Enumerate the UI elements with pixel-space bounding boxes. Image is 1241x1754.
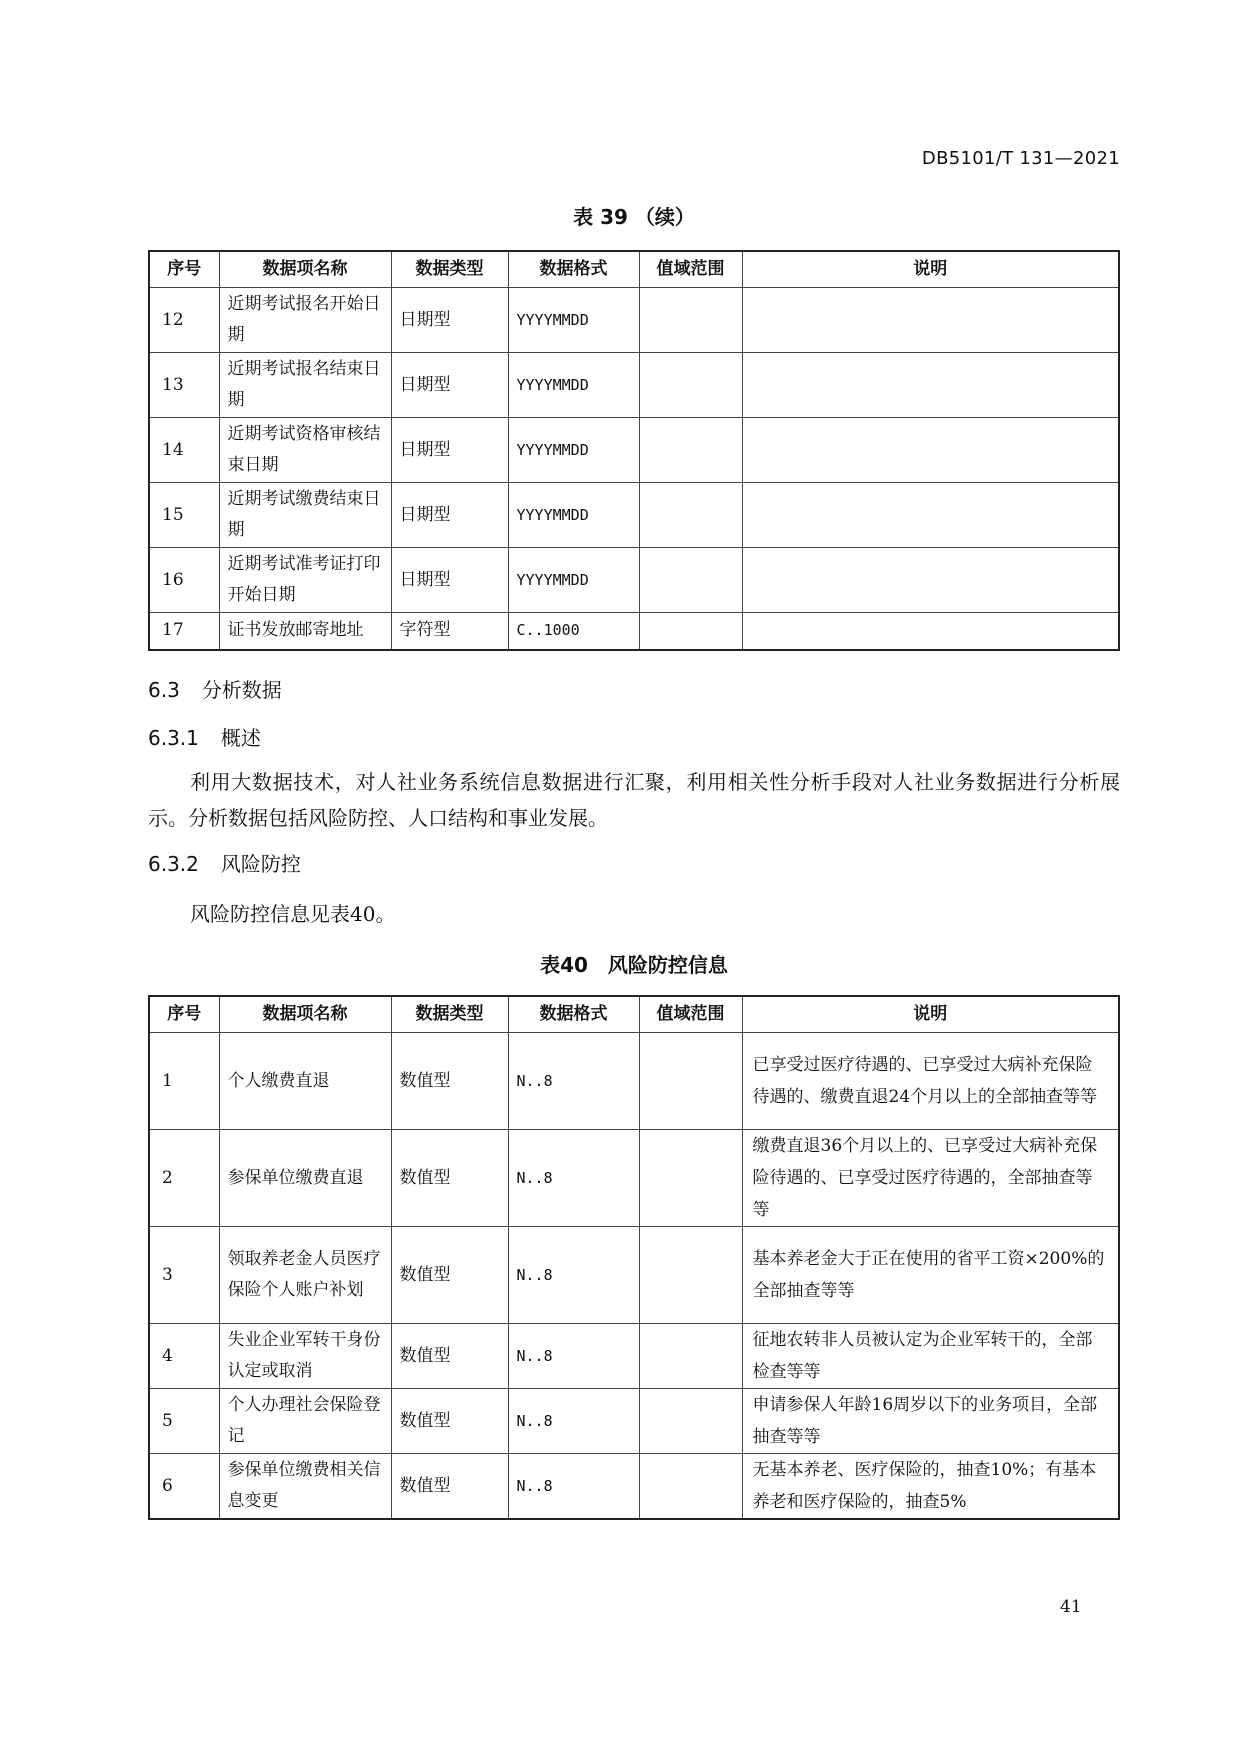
section-title: 概述 <box>220 726 261 750</box>
col-header-value-range: 值域范围 <box>639 996 742 1033</box>
cell-value-range <box>639 418 742 483</box>
cell-value-range <box>639 1454 742 1520</box>
cell-item-name: 个人办理社会保险登记 <box>219 1389 391 1454</box>
overview-paragraph: 利用大数据技术，对人社业务系统信息数据进行汇聚，利用相关性分析手段对人社业务数据进行分析展示。分析数据包括风险防控、人口结构和事业发展。 <box>148 770 1120 830</box>
cell-data-format: N..8 <box>508 1454 639 1520</box>
cell-item-name: 近期考试准考证打印开始日期 <box>219 548 391 613</box>
cell-description <box>742 353 1119 418</box>
cell-index: 1 <box>149 1033 219 1130</box>
cell-value-range <box>639 288 742 353</box>
cell-data-type: 日期型 <box>391 483 508 548</box>
cell-data-type: 数值型 <box>391 1324 508 1389</box>
cell-data-type: 日期型 <box>391 353 508 418</box>
cell-value-range <box>639 1130 742 1227</box>
col-header-description: 说明 <box>742 251 1119 288</box>
cell-data-format: C..1000 <box>508 613 639 650</box>
cell-item-name: 领取养老金人员医疗保险个人账户补划 <box>219 1227 391 1324</box>
table-row <box>149 288 1119 353</box>
cell-data-type: 日期型 <box>391 548 508 613</box>
cell-item-name: 近期考试资格审核结束日期 <box>219 418 391 483</box>
cell-index: 2 <box>149 1130 219 1227</box>
col-header-data-type: 数据类型 <box>391 251 508 288</box>
cell-index: 16 <box>149 548 219 613</box>
cell-data-type: 日期型 <box>391 288 508 353</box>
cell-item-name: 近期考试报名结束日期 <box>219 353 391 418</box>
table-39 <box>148 250 1120 651</box>
cell-index: 13 <box>149 353 219 418</box>
cell-value-range <box>639 483 742 548</box>
cell-data-type: 数值型 <box>391 1033 508 1130</box>
risk-control-paragraph: 风险防控信息见表40。 <box>190 902 396 926</box>
table-row <box>149 483 1119 548</box>
cell-value-range <box>639 613 742 650</box>
cell-description: 征地农转非人员被认定为企业军转干的，全部检查等等 <box>742 1324 1119 1389</box>
cell-item-name: 参保单位缴费直退 <box>219 1130 391 1227</box>
col-header-data-format: 数据格式 <box>508 996 639 1033</box>
cell-description: 已享受过医疗待遇的、已享受过大病补充保险待遇的、缴费直退24个月以上的全部抽查等等 <box>742 1033 1119 1130</box>
table-row <box>149 353 1119 418</box>
cell-index: 14 <box>149 418 219 483</box>
cell-item-name: 近期考试报名开始日期 <box>219 288 391 353</box>
cell-value-range <box>639 353 742 418</box>
cell-index: 3 <box>149 1227 219 1324</box>
table-row <box>149 418 1119 483</box>
cell-description <box>742 613 1119 650</box>
col-header-data-format: 数据格式 <box>508 251 639 288</box>
cell-item-name: 个人缴费直退 <box>219 1033 391 1130</box>
col-header-item-name: 数据项名称 <box>219 996 391 1033</box>
cell-description <box>742 418 1119 483</box>
cell-item-name: 证书发放邮寄地址 <box>219 613 391 650</box>
table-header-row <box>149 996 1119 1033</box>
table-row <box>149 613 1119 650</box>
cell-item-name: 近期考试缴费结束日期 <box>219 483 391 548</box>
cell-data-type: 数值型 <box>391 1389 508 1454</box>
cell-description: 缴费直退36个月以上的、已享受过大病补充保险待遇的、已享受过医疗待遇的，全部抽查等等 <box>742 1130 1119 1227</box>
cell-data-format: YYYYMMDD <box>508 548 639 613</box>
cell-data-type: 数值型 <box>391 1227 508 1324</box>
cell-description <box>742 288 1119 353</box>
section-title: 分析数据 <box>201 678 282 702</box>
col-header-data-type: 数据类型 <box>391 996 508 1033</box>
table-39-caption: 表 39 （续） <box>573 205 695 229</box>
cell-description <box>742 483 1119 548</box>
cell-data-format: YYYYMMDD <box>508 288 639 353</box>
section-title: 风险防控 <box>220 852 301 876</box>
table-row <box>149 548 1119 613</box>
cell-value-range <box>639 548 742 613</box>
cell-data-format: N..8 <box>508 1130 639 1227</box>
col-header-description: 说明 <box>742 996 1119 1033</box>
col-header-value-range: 值域范围 <box>639 251 742 288</box>
cell-description: 无基本养老、医疗保险的，抽查10%；有基本养老和医疗保险的，抽查5% <box>742 1454 1119 1520</box>
col-header-index: 序号 <box>149 996 219 1033</box>
cell-item-name: 参保单位缴费相关信息变更 <box>219 1454 391 1520</box>
cell-index: 17 <box>149 613 219 650</box>
section-number: 6.3.1 <box>148 726 199 750</box>
table-row <box>149 1033 1119 1130</box>
document-id: DB5101/T 131—2021 <box>921 148 1120 169</box>
cell-description: 申请参保人年龄16周岁以下的业务项目，全部抽查等等 <box>742 1389 1119 1454</box>
cell-data-format: YYYYMMDD <box>508 483 639 548</box>
table-header-row <box>149 251 1119 288</box>
cell-description <box>742 548 1119 613</box>
cell-description: 基本养老金大于正在使用的省平工资×200%的全部抽查等等 <box>742 1227 1119 1324</box>
cell-data-format: N..8 <box>508 1389 639 1454</box>
col-header-index: 序号 <box>149 251 219 288</box>
cell-index: 12 <box>149 288 219 353</box>
cell-index: 5 <box>149 1389 219 1454</box>
section-number: 6.3 <box>148 678 180 702</box>
cell-data-format: YYYYMMDD <box>508 353 639 418</box>
section-number: 6.3.2 <box>148 852 199 876</box>
col-header-item-name: 数据项名称 <box>219 251 391 288</box>
table-row <box>149 1454 1119 1520</box>
cell-index: 4 <box>149 1324 219 1389</box>
cell-value-range <box>639 1324 742 1389</box>
cell-index: 15 <box>149 483 219 548</box>
cell-data-type: 字符型 <box>391 613 508 650</box>
cell-data-type: 数值型 <box>391 1130 508 1227</box>
table-row <box>149 1130 1119 1227</box>
cell-data-type: 数值型 <box>391 1454 508 1520</box>
section-heading-6-3 <box>148 674 282 703</box>
table-row <box>149 1389 1119 1454</box>
section-heading-6-3-2 <box>148 848 301 877</box>
table-row <box>149 1324 1119 1389</box>
cell-item-name: 失业企业军转干身份认定或取消 <box>219 1324 391 1389</box>
cell-value-range <box>639 1389 742 1454</box>
cell-data-format: YYYYMMDD <box>508 418 639 483</box>
cell-data-format: N..8 <box>508 1324 639 1389</box>
table-40 <box>148 995 1120 1520</box>
cell-data-format: N..8 <box>508 1033 639 1130</box>
table-40-caption: 表40 风险防控信息 <box>540 953 728 977</box>
cell-data-type: 日期型 <box>391 418 508 483</box>
cell-data-format: N..8 <box>508 1227 639 1324</box>
cell-value-range <box>639 1227 742 1324</box>
section-heading-6-3-1 <box>148 722 261 751</box>
cell-value-range <box>639 1033 742 1130</box>
table-row <box>149 1227 1119 1324</box>
cell-index: 6 <box>149 1454 219 1520</box>
page-number: 41 <box>1060 1597 1082 1617</box>
